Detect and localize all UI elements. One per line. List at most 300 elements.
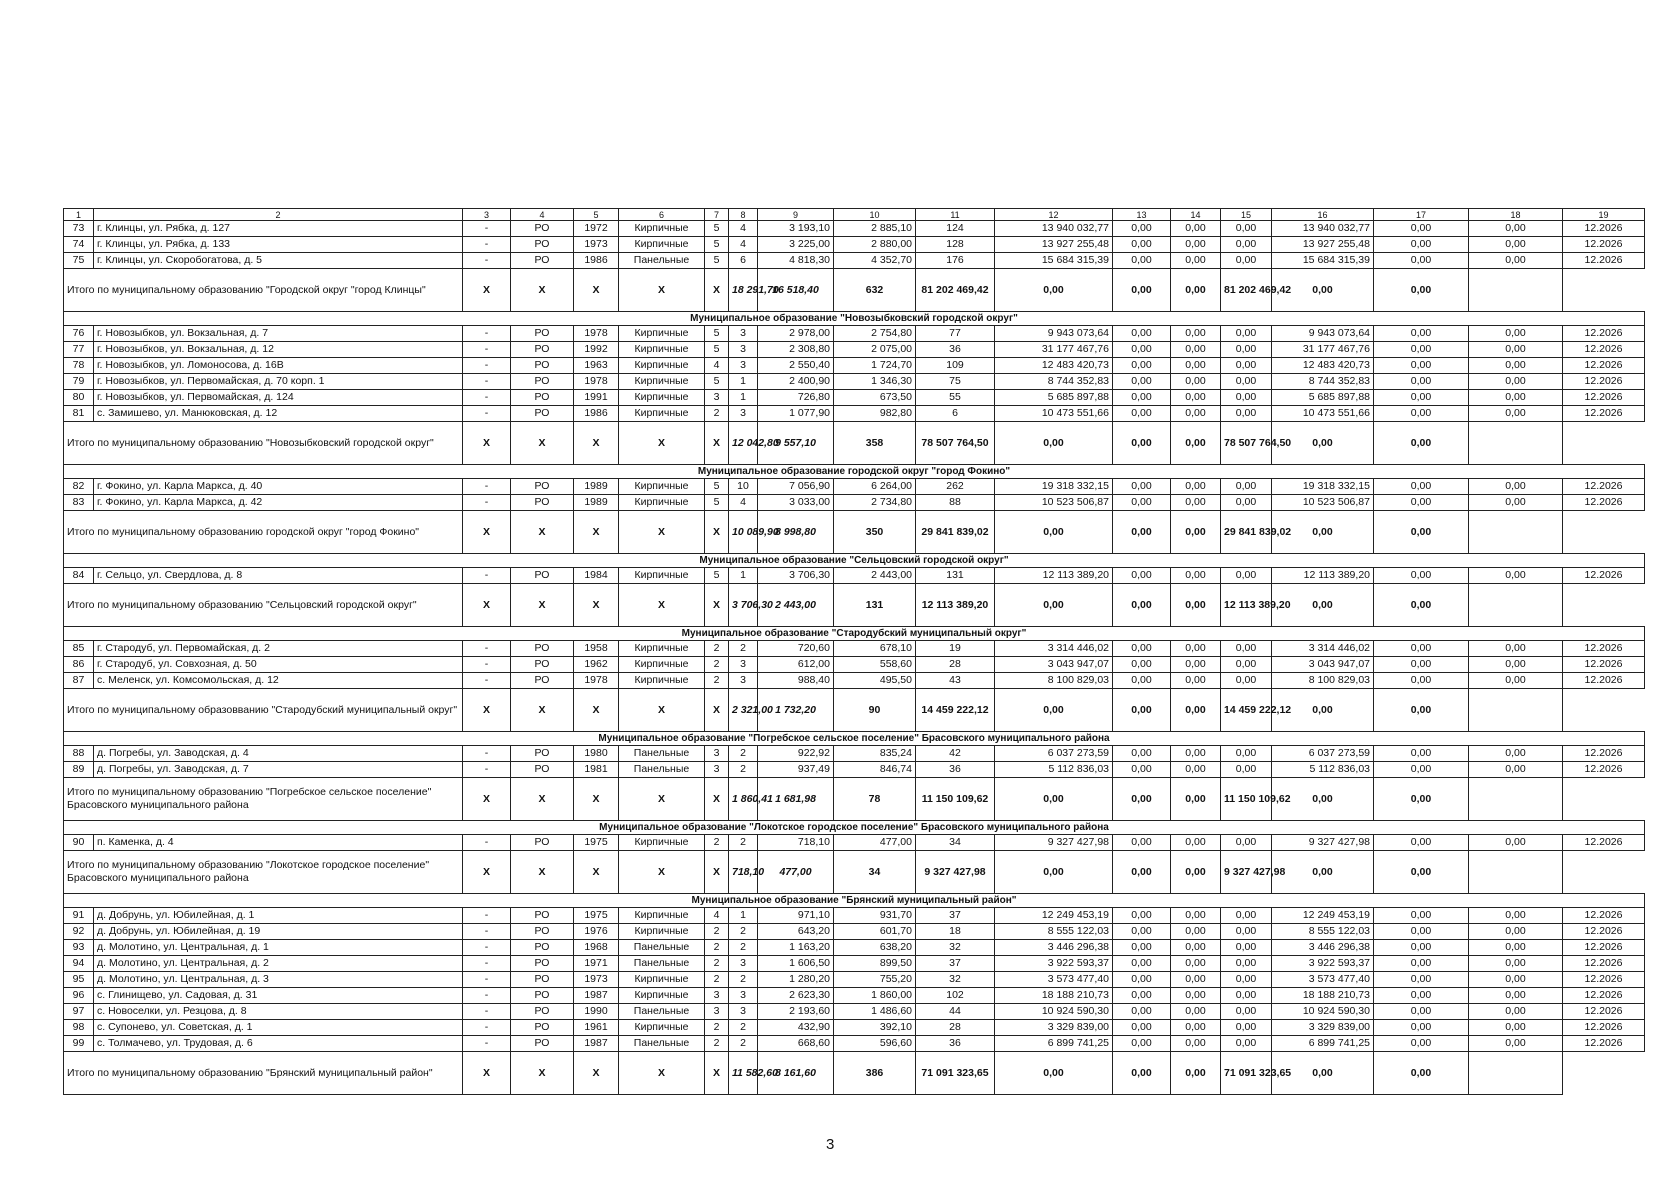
table-cell: 0,00 bbox=[1171, 972, 1221, 988]
subtotal-cell: 0,00 bbox=[1171, 851, 1221, 894]
column-number: 6 bbox=[619, 209, 705, 221]
address-cell: д. Молотино, ул. Центральная, д. 2 bbox=[94, 956, 463, 972]
table-cell: 1975 bbox=[574, 908, 619, 924]
table-cell: 0,00 bbox=[1374, 641, 1469, 657]
table-cell: 0,00 bbox=[1469, 762, 1563, 778]
table-cell: 2 885,10 bbox=[834, 221, 916, 237]
table-cell: 2 bbox=[705, 1036, 729, 1052]
table-cell: - bbox=[463, 972, 511, 988]
subtotal-cell: 0,00 bbox=[1113, 511, 1171, 554]
column-number: 19 bbox=[1563, 209, 1645, 221]
column-number: 2 bbox=[94, 209, 463, 221]
address-cell: г. Фокино, ул. Карла Маркса, д. 42 bbox=[94, 495, 463, 511]
subtotal-cell: X bbox=[511, 778, 574, 821]
table-cell: 12.2026 bbox=[1563, 762, 1645, 778]
subtotal-row bbox=[64, 422, 1645, 465]
table-cell: 12.2026 bbox=[1563, 1020, 1645, 1036]
table-cell: Панельные bbox=[619, 746, 705, 762]
table-cell: 6 264,00 bbox=[834, 479, 916, 495]
table-cell: 0,00 bbox=[1374, 390, 1469, 406]
table-cell: 176 bbox=[916, 253, 995, 269]
table-cell: 0,00 bbox=[1374, 988, 1469, 1004]
table-cell: Панельные bbox=[619, 956, 705, 972]
table-cell: 96 bbox=[64, 988, 94, 1004]
table-cell: 91 bbox=[64, 908, 94, 924]
table-cell: 19 318 332,15 bbox=[995, 479, 1113, 495]
table-cell: 0,00 bbox=[1469, 326, 1563, 342]
table-cell: 12.2026 bbox=[1563, 568, 1645, 584]
subtotal-cell: X bbox=[705, 511, 729, 554]
table-cell: - bbox=[463, 495, 511, 511]
table-cell: 4 bbox=[729, 221, 758, 237]
table-cell: 12.2026 bbox=[1563, 495, 1645, 511]
table-cell: 12.2026 bbox=[1563, 641, 1645, 657]
table-cell: 5 bbox=[705, 495, 729, 511]
table-cell: 0,00 bbox=[1374, 908, 1469, 924]
subtotal-cell: 0,00 bbox=[1272, 511, 1374, 554]
subtotal-cell: 12 113 389,20 bbox=[916, 584, 995, 627]
table-cell: 0,00 bbox=[1221, 390, 1272, 406]
table-cell: 2 754,80 bbox=[834, 326, 916, 342]
subtotal-cell: X bbox=[511, 269, 574, 312]
subtotal-cell: X bbox=[463, 422, 511, 465]
subtotal-cell bbox=[1469, 1052, 1563, 1095]
column-number: 17 bbox=[1374, 209, 1469, 221]
table-cell: 0,00 bbox=[1374, 237, 1469, 253]
table-cell: 0,00 bbox=[1171, 342, 1221, 358]
table-cell: 12.2026 bbox=[1563, 746, 1645, 762]
column-number: 8 bbox=[729, 209, 758, 221]
table-cell: - bbox=[463, 924, 511, 940]
subtotal-cell: 0,00 bbox=[1272, 778, 1374, 821]
subtotal-cell: 11 150 109,62 bbox=[916, 778, 995, 821]
table-cell: 1989 bbox=[574, 479, 619, 495]
subtotal-cell: 3 706,30 bbox=[729, 584, 758, 627]
table-cell: 392,10 bbox=[834, 1020, 916, 1036]
table-cell: 1973 bbox=[574, 972, 619, 988]
table-cell: 0,00 bbox=[1113, 762, 1171, 778]
table-cell: - bbox=[463, 835, 511, 851]
table-cell: 1976 bbox=[574, 924, 619, 940]
table-cell: - bbox=[463, 1004, 511, 1020]
table-cell: 8 100 829,03 bbox=[995, 673, 1113, 689]
subtotal-cell: 0,00 bbox=[995, 422, 1113, 465]
address-cell: г. Новозыбков, ул. Вокзальная, д. 7 bbox=[94, 326, 463, 342]
subtotal-cell: 1 860,41 bbox=[729, 778, 758, 821]
table-cell: 0,00 bbox=[1469, 924, 1563, 940]
table-cell: 9 327 427,98 bbox=[1272, 835, 1374, 851]
subtotal-cell: 0,00 bbox=[1374, 269, 1469, 312]
subtotal-cell: 0,00 bbox=[1272, 269, 1374, 312]
table-row bbox=[64, 924, 1645, 940]
table-cell: 12.2026 bbox=[1563, 940, 1645, 956]
table-cell: 1992 bbox=[574, 342, 619, 358]
table-cell: - bbox=[463, 746, 511, 762]
table-cell: 3 bbox=[705, 762, 729, 778]
subtotal-cell: X bbox=[705, 1052, 729, 1095]
table-cell: 0,00 bbox=[1171, 568, 1221, 584]
table-cell: Кирпичные bbox=[619, 342, 705, 358]
table-cell: 12.2026 bbox=[1563, 326, 1645, 342]
table-cell: 36 bbox=[916, 762, 995, 778]
table-cell: 0,00 bbox=[1113, 479, 1171, 495]
table-cell: 0,00 bbox=[1171, 253, 1221, 269]
section-header-row bbox=[64, 894, 1645, 908]
table-cell: 1978 bbox=[574, 374, 619, 390]
table-cell: 37 bbox=[916, 956, 995, 972]
table-cell: 0,00 bbox=[1171, 746, 1221, 762]
table-cell: 1 077,90 bbox=[758, 406, 834, 422]
subtotal-cell: 632 bbox=[834, 269, 916, 312]
table-cell: 10 473 551,66 bbox=[995, 406, 1113, 422]
table-row bbox=[64, 641, 1645, 657]
table-cell: 0,00 bbox=[1221, 762, 1272, 778]
table-cell: 83 bbox=[64, 495, 94, 511]
table-cell: 0,00 bbox=[1113, 908, 1171, 924]
table-cell: 3 329 839,00 bbox=[1272, 1020, 1374, 1036]
table-cell: 19 318 332,15 bbox=[1272, 479, 1374, 495]
subtotal-cell: 1 732,20 bbox=[758, 689, 834, 732]
subtotal-cell: X bbox=[574, 584, 619, 627]
table-cell: 495,50 bbox=[834, 673, 916, 689]
table-cell: - bbox=[463, 908, 511, 924]
table-cell: РО bbox=[511, 746, 574, 762]
table-cell: 0,00 bbox=[1221, 374, 1272, 390]
table-cell: 1986 bbox=[574, 406, 619, 422]
subtotal-cell: X bbox=[463, 511, 511, 554]
table-cell: 13 940 032,77 bbox=[995, 221, 1113, 237]
table-cell: 0,00 bbox=[1374, 673, 1469, 689]
table-cell: 0,00 bbox=[1374, 358, 1469, 374]
table-cell: РО bbox=[511, 1036, 574, 1052]
table-cell: 1 486,60 bbox=[834, 1004, 916, 1020]
table-cell: 88 bbox=[64, 746, 94, 762]
table-cell: 0,00 bbox=[1469, 390, 1563, 406]
table-cell: 2 734,80 bbox=[834, 495, 916, 511]
table-cell: 77 bbox=[916, 326, 995, 342]
table-cell: 1 724,70 bbox=[834, 358, 916, 374]
table-cell: 0,00 bbox=[1469, 657, 1563, 673]
address-cell: с. Супонево, ул. Советская, д. 1 bbox=[94, 1020, 463, 1036]
subtotal-cell: 8 998,80 bbox=[758, 511, 834, 554]
subtotal-cell: 11 582,60 bbox=[729, 1052, 758, 1095]
table-cell: - bbox=[463, 762, 511, 778]
table-cell: 1991 bbox=[574, 390, 619, 406]
table-cell: 2 978,00 bbox=[758, 326, 834, 342]
table-row bbox=[64, 956, 1645, 972]
table-cell: 15 684 315,39 bbox=[1272, 253, 1374, 269]
table-cell: 0,00 bbox=[1113, 746, 1171, 762]
table-cell: 73 bbox=[64, 221, 94, 237]
table-cell: 3 922 593,37 bbox=[1272, 956, 1374, 972]
table-cell: 0,00 bbox=[1469, 641, 1563, 657]
table-cell: РО bbox=[511, 972, 574, 988]
table-cell: 9 327 427,98 bbox=[995, 835, 1113, 851]
table-cell: 1971 bbox=[574, 956, 619, 972]
table-cell: 78 bbox=[64, 358, 94, 374]
address-cell: г. Сельцо, ул. Свердлова, д. 8 bbox=[94, 568, 463, 584]
table-cell: Кирпичные bbox=[619, 673, 705, 689]
table-cell: 2 308,80 bbox=[758, 342, 834, 358]
table-cell: 0,00 bbox=[1113, 237, 1171, 253]
table-row bbox=[64, 237, 1645, 253]
table-cell: 601,70 bbox=[834, 924, 916, 940]
address-cell: с. Замишево, ул. Манюковская, д. 12 bbox=[94, 406, 463, 422]
table-cell: 0,00 bbox=[1374, 342, 1469, 358]
subtotal-cell: X bbox=[705, 851, 729, 894]
column-number: 9 bbox=[758, 209, 834, 221]
table-row bbox=[64, 1020, 1645, 1036]
subtotal-cell bbox=[1469, 422, 1563, 465]
table-cell: 5 bbox=[705, 237, 729, 253]
table-cell: 95 bbox=[64, 972, 94, 988]
table-cell: 1972 bbox=[574, 221, 619, 237]
table-cell: 1990 bbox=[574, 1004, 619, 1020]
subtotal-cell: 0,00 bbox=[1272, 422, 1374, 465]
table-cell: 988,40 bbox=[758, 673, 834, 689]
subtotal-cell: 78 bbox=[834, 778, 916, 821]
table-cell: 12.2026 bbox=[1563, 342, 1645, 358]
table-cell: 899,50 bbox=[834, 956, 916, 972]
table-cell: 18 bbox=[916, 924, 995, 940]
address-cell: г. Клинцы, ул. Рябка, д. 133 bbox=[94, 237, 463, 253]
table-cell: 12.2026 bbox=[1563, 358, 1645, 374]
table-cell: 0,00 bbox=[1113, 956, 1171, 972]
table-cell: 0,00 bbox=[1469, 835, 1563, 851]
table-cell: 0,00 bbox=[1469, 374, 1563, 390]
table-cell: Кирпичные bbox=[619, 479, 705, 495]
table-cell: 0,00 bbox=[1221, 253, 1272, 269]
column-number: 16 bbox=[1272, 209, 1374, 221]
table-cell: 12.2026 bbox=[1563, 908, 1645, 924]
table-cell: 0,00 bbox=[1469, 1036, 1563, 1052]
table-cell: РО bbox=[511, 479, 574, 495]
table-cell: 0,00 bbox=[1221, 358, 1272, 374]
table-cell: 6 037 273,59 bbox=[1272, 746, 1374, 762]
subtotal-cell: X bbox=[574, 511, 619, 554]
table-cell: 0,00 bbox=[1221, 908, 1272, 924]
table-row bbox=[64, 908, 1645, 924]
table-cell: РО bbox=[511, 237, 574, 253]
table-cell: 10 bbox=[729, 479, 758, 495]
table-cell: - bbox=[463, 1020, 511, 1036]
subtotal-label: Итого по муниципальному образованию "Новозыбковский городской округ" bbox=[64, 422, 463, 465]
section-title: Муниципальное образование "Погребское сельское поселение" Брасовского муниципального района bbox=[64, 732, 1645, 746]
table-cell: 2 193,60 bbox=[758, 1004, 834, 1020]
table-cell: 0,00 bbox=[1221, 746, 1272, 762]
subtotal-cell: 0,00 bbox=[1171, 689, 1221, 732]
subtotal-cell: 131 bbox=[834, 584, 916, 627]
table-cell: 0,00 bbox=[1374, 956, 1469, 972]
table-row bbox=[64, 1004, 1645, 1020]
table-cell: 6 899 741,25 bbox=[995, 1036, 1113, 1052]
table-cell: 2 623,30 bbox=[758, 988, 834, 1004]
table-cell: 0,00 bbox=[1374, 762, 1469, 778]
table-cell: - bbox=[463, 956, 511, 972]
table-cell: 28 bbox=[916, 657, 995, 673]
subtotal-cell: 10 089,90 bbox=[729, 511, 758, 554]
address-cell: с. Новоселки, ул. Резцова, д. 8 bbox=[94, 1004, 463, 1020]
table-cell: РО bbox=[511, 657, 574, 673]
subtotal-cell: 477,00 bbox=[758, 851, 834, 894]
subtotal-cell: X bbox=[511, 1052, 574, 1095]
table-cell: 34 bbox=[916, 835, 995, 851]
table-cell: 2 bbox=[729, 1020, 758, 1036]
subtotal-cell bbox=[1469, 778, 1563, 821]
table-cell: 3 bbox=[705, 390, 729, 406]
table-cell: 0,00 bbox=[1221, 495, 1272, 511]
section-header-row bbox=[64, 732, 1645, 746]
subtotal-cell: X bbox=[463, 851, 511, 894]
table-cell: 0,00 bbox=[1374, 657, 1469, 673]
table-cell: 3 033,00 bbox=[758, 495, 834, 511]
subtotal-cell: 0,00 bbox=[1374, 1052, 1469, 1095]
subtotal-cell: 0,00 bbox=[1374, 511, 1469, 554]
table-cell: 75 bbox=[916, 374, 995, 390]
table-cell: 12.2026 bbox=[1563, 1004, 1645, 1020]
table-cell: 0,00 bbox=[1171, 374, 1221, 390]
table-cell: 0,00 bbox=[1171, 221, 1221, 237]
subtotal-cell: 0,00 bbox=[1171, 269, 1221, 312]
address-cell: д. Молотино, ул. Центральная, д. 1 bbox=[94, 940, 463, 956]
table-cell: 12.2026 bbox=[1563, 221, 1645, 237]
table-cell: 0,00 bbox=[1113, 1020, 1171, 1036]
address-cell: г. Клинцы, ул. Рябка, д. 127 bbox=[94, 221, 463, 237]
subtotal-cell: 0,00 bbox=[995, 1052, 1113, 1095]
table-cell: РО bbox=[511, 358, 574, 374]
table-row bbox=[64, 972, 1645, 988]
table-cell: 9 943 073,64 bbox=[995, 326, 1113, 342]
subtotal-cell: 0,00 bbox=[1272, 851, 1374, 894]
table-cell: 0,00 bbox=[1221, 406, 1272, 422]
table-cell: 1968 bbox=[574, 940, 619, 956]
table-cell: 2 550,40 bbox=[758, 358, 834, 374]
table-cell: 1978 bbox=[574, 326, 619, 342]
subtotal-cell: 2 443,00 bbox=[758, 584, 834, 627]
subtotal-cell: X bbox=[574, 778, 619, 821]
table-cell: РО bbox=[511, 924, 574, 940]
table-cell: 5 bbox=[705, 374, 729, 390]
table-cell: 75 bbox=[64, 253, 94, 269]
table-cell: 0,00 bbox=[1469, 972, 1563, 988]
table-cell: 4 818,30 bbox=[758, 253, 834, 269]
subtotal-cell: 0,00 bbox=[1272, 689, 1374, 732]
table-cell: 98 bbox=[64, 1020, 94, 1036]
subtotal-cell: 0,00 bbox=[1171, 584, 1221, 627]
table-cell: 109 bbox=[916, 358, 995, 374]
table-cell: 12.2026 bbox=[1563, 657, 1645, 673]
subtotal-cell: X bbox=[511, 584, 574, 627]
table-cell: РО bbox=[511, 374, 574, 390]
address-cell: г. Новозыбков, ул. Первомайская, д. 124 bbox=[94, 390, 463, 406]
table-cell: 6 899 741,25 bbox=[1272, 1036, 1374, 1052]
table-cell: РО bbox=[511, 673, 574, 689]
table-cell: 0,00 bbox=[1171, 1020, 1221, 1036]
table-cell: 0,00 bbox=[1469, 495, 1563, 511]
table-cell: Кирпичные bbox=[619, 1020, 705, 1036]
table-cell: 12.2026 bbox=[1563, 406, 1645, 422]
subtotal-cell: 0,00 bbox=[1374, 422, 1469, 465]
table-cell: - bbox=[463, 390, 511, 406]
table-cell: 13 927 255,48 bbox=[995, 237, 1113, 253]
table-cell: 0,00 bbox=[1221, 641, 1272, 657]
table-cell: 12.2026 bbox=[1563, 374, 1645, 390]
table-cell: 92 bbox=[64, 924, 94, 940]
table-cell: - bbox=[463, 374, 511, 390]
table-cell: 0,00 bbox=[1469, 988, 1563, 1004]
table-cell: 2 bbox=[729, 746, 758, 762]
section-header-row bbox=[64, 821, 1645, 835]
subtotal-cell: 0,00 bbox=[1113, 689, 1171, 732]
address-cell: д. Погребы, ул. Заводская, д. 4 bbox=[94, 746, 463, 762]
table-cell: 12.2026 bbox=[1563, 253, 1645, 269]
table-cell: 55 bbox=[916, 390, 995, 406]
table-cell: 0,00 bbox=[1113, 1004, 1171, 1020]
table-cell: 558,60 bbox=[834, 657, 916, 673]
subtotal-cell: 29 841 839,02 bbox=[916, 511, 995, 554]
table-cell: 0,00 bbox=[1113, 342, 1171, 358]
table-cell: Панельные bbox=[619, 940, 705, 956]
table-cell: 0,00 bbox=[1113, 568, 1171, 584]
table-cell: 3 329 839,00 bbox=[995, 1020, 1113, 1036]
table-cell: - bbox=[463, 641, 511, 657]
address-cell: д. Молотино, ул. Центральная, д. 3 bbox=[94, 972, 463, 988]
table-cell: 1975 bbox=[574, 835, 619, 851]
address-cell: с. Глинищево, ул. Садовая, д. 31 bbox=[94, 988, 463, 1004]
table-cell: 12.2026 bbox=[1563, 924, 1645, 940]
table-cell: 2 bbox=[729, 762, 758, 778]
table-cell: 0,00 bbox=[1221, 1004, 1272, 1020]
subtotal-cell: 11 150 109,62 bbox=[1221, 778, 1272, 821]
table-cell: 3 314 446,02 bbox=[995, 641, 1113, 657]
table-cell: 2 400,90 bbox=[758, 374, 834, 390]
table-cell: 2 bbox=[729, 1036, 758, 1052]
address-cell: г. Новозыбков, ул. Ломоносова, д. 16В bbox=[94, 358, 463, 374]
table-cell: 1981 bbox=[574, 762, 619, 778]
table-cell: 0,00 bbox=[1171, 1036, 1221, 1052]
table-cell: 755,20 bbox=[834, 972, 916, 988]
table-cell: 124 bbox=[916, 221, 995, 237]
table-cell: 668,60 bbox=[758, 1036, 834, 1052]
table-cell: 94 bbox=[64, 956, 94, 972]
table-cell: 42 bbox=[916, 746, 995, 762]
subtotal-cell: 14 459 222,12 bbox=[1221, 689, 1272, 732]
table-cell: 0,00 bbox=[1113, 641, 1171, 657]
table-cell: 3 bbox=[705, 746, 729, 762]
address-cell: г. Стародуб, ул. Совхозная, д. 50 bbox=[94, 657, 463, 673]
subtotal-row bbox=[64, 269, 1645, 312]
subtotal-row bbox=[64, 689, 1645, 732]
table-cell: 0,00 bbox=[1374, 746, 1469, 762]
table-cell: 12.2026 bbox=[1563, 972, 1645, 988]
section-title: Муниципальное образование "Сельцовский городской округ" bbox=[64, 554, 1645, 568]
table-cell: 8 555 122,03 bbox=[995, 924, 1113, 940]
table-cell: 10 924 590,30 bbox=[995, 1004, 1113, 1020]
table-row bbox=[64, 342, 1645, 358]
table-cell: 36 bbox=[916, 342, 995, 358]
table-cell: 31 177 467,76 bbox=[1272, 342, 1374, 358]
table-cell: 3 bbox=[729, 326, 758, 342]
address-cell: п. Каменка, д. 4 bbox=[94, 835, 463, 851]
table-cell: 1978 bbox=[574, 673, 619, 689]
table-cell: 9 943 073,64 bbox=[1272, 326, 1374, 342]
subtotal-cell: 14 459 222,12 bbox=[916, 689, 995, 732]
table-cell: 0,00 bbox=[1221, 988, 1272, 1004]
table-cell: 18 188 210,73 bbox=[995, 988, 1113, 1004]
table-cell: 1961 bbox=[574, 1020, 619, 1036]
table-cell: 0,00 bbox=[1469, 479, 1563, 495]
table-cell: 0,00 bbox=[1469, 956, 1563, 972]
